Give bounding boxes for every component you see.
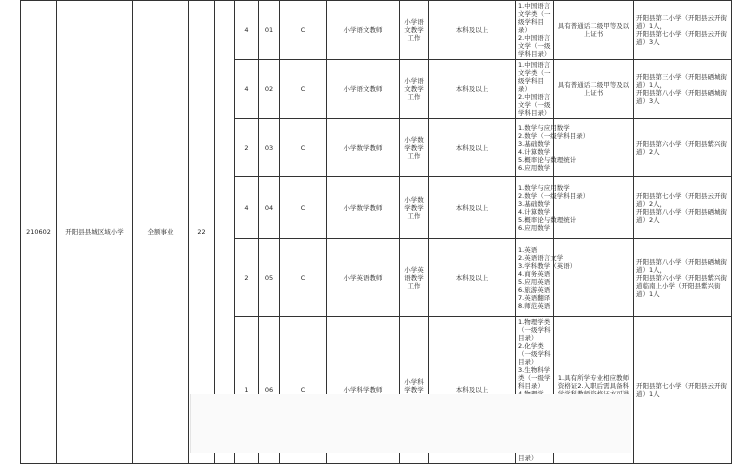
position-code-cell: 04 <box>259 177 280 239</box>
major-item: 6.应用数学 <box>518 223 551 232</box>
position-name-cell: 小学英语教师 <box>327 239 400 317</box>
major-item: 1.中国语言文学类（一级学科目录） <box>518 61 551 93</box>
position-code-cell: 05 <box>259 239 280 317</box>
education-cell: 本科及以上 <box>429 177 516 239</box>
category-cell: C <box>280 239 327 317</box>
majors-cell <box>516 1 554 60</box>
major-item: 1.中国语言文学类（一级学科目录） <box>518 2 551 34</box>
position-name-cell: 小学语文教师 <box>327 1 400 60</box>
count-cell: 1 <box>235 317 259 464</box>
duty-cell: 小学数学教学工作 <box>400 177 429 239</box>
education-cell: 本科及以上 <box>429 119 516 177</box>
major-item: 2.中国语言文学（一级学科目录） <box>518 34 551 58</box>
position-code-cell: 06 <box>259 317 280 464</box>
placement-item: 开阳县第七小学（开阳县云开街道）1人 <box>636 382 727 398</box>
education-cell: 本科及以上 <box>429 239 516 317</box>
major-item: 5.概率论与数理统计 <box>518 215 577 224</box>
count-cell: 4 <box>235 1 259 60</box>
placement-cell <box>634 119 732 177</box>
placement-item: 开阳县第七小学（开阳县云开街道）2人， <box>636 191 727 208</box>
other-requirements-cell: 1.具有所学专业相应教师资格证2.入职后需具备科 <box>554 317 634 464</box>
major-item: 3.基础数学 <box>518 139 551 148</box>
placement-cell <box>634 239 732 317</box>
major-item: 4.计算数学 <box>518 207 551 216</box>
placement-item: 开阳县第八小学（开阳县硒城街道）3人 <box>636 89 727 105</box>
count-cell: 4 <box>235 177 259 239</box>
placement-item: 开阳县第二小学（开阳县云开街道）1人， <box>636 14 727 30</box>
position-name-cell: 小学数学教师 <box>327 119 400 177</box>
category-cell: C <box>280 177 327 239</box>
major-item: 3.基础数学 <box>518 199 551 208</box>
position-name-cell: 小学科学教师 <box>327 317 400 464</box>
major-item: 1.数学与应用数学 <box>518 183 570 192</box>
count-cell: 2 <box>235 239 259 317</box>
majors-cell <box>516 60 554 119</box>
major-item: 2.数学（一级学科目录） <box>518 191 590 200</box>
major-item: 6.应用数学 <box>518 163 551 172</box>
major-item: 2.数学（一级学科目录） <box>518 131 590 140</box>
duty-cell: 小学科学教学 <box>400 317 429 464</box>
category-cell: C <box>280 119 327 177</box>
table-row <box>21 1 732 60</box>
placement-item: 开阳县第八小学（开阳县硒城街道）2人 <box>636 207 727 224</box>
major-item: 2.化学类（一级学科目录） <box>518 342 551 366</box>
page-bottom-area <box>190 394 631 453</box>
count-cell: 2 <box>235 119 259 177</box>
unit-name-cell: 开阳县县城区域小学 <box>57 1 133 464</box>
major-item: 4.计算数学 <box>518 147 551 156</box>
placement-cell <box>634 60 732 119</box>
other-requirements-cell <box>554 239 634 317</box>
major-item: 4.商务英语 <box>518 269 551 278</box>
placement-item: 开阳县第八小学（开阳县硒城街道）1人， <box>636 257 727 274</box>
count-cell: 4 <box>235 60 259 119</box>
placement-item: 开阳县第七小学（开阳县云开街道）3人 <box>636 30 727 46</box>
majors-cell <box>516 119 590 177</box>
placement-cell <box>634 1 732 60</box>
major-item: 1.英语 <box>518 245 538 254</box>
other-requirements-cell: 具有普通话二级甲等及以上证书 <box>554 1 634 60</box>
position-name-cell: 小学数学教师 <box>327 177 400 239</box>
duty-cell: 小学语文教学工作 <box>400 1 429 60</box>
other-requirements-cell: 具有普通话二级甲等及以上证书 <box>554 60 634 119</box>
major-item: 2.中国语言文学（一级学科目录） <box>518 93 551 117</box>
position-name-cell: 小学语文教师 <box>327 60 400 119</box>
education-cell: 本科及以上 <box>429 317 516 464</box>
placement-item: 开阳县第六小学（开阳县紫兴街道）2人 <box>636 139 727 156</box>
major-item: 7.英语翻译 <box>518 293 551 302</box>
page-bottom-edge <box>190 394 632 453</box>
placement-item: 开阳县第三小学（开阳县硒城街道）1人， <box>636 73 727 89</box>
posting-code-cell: 210602 <box>21 1 57 464</box>
majors-cell <box>516 239 577 317</box>
placement-cell <box>634 177 732 239</box>
major-item: 5.概率论与数理统计 <box>518 155 577 164</box>
total-count-cell: 22 <box>189 1 215 464</box>
major-item: 目录） <box>518 454 538 462</box>
major-item: 6.旅游英语 <box>518 285 551 294</box>
category-cell: C <box>280 60 327 119</box>
majors-cell <box>516 177 590 239</box>
major-item: 2.英语语言文学 <box>518 253 564 262</box>
unit-nature-cell: 全额事业 <box>133 1 189 464</box>
major-item: 3.生物科学类（一级学科目录） <box>518 366 551 390</box>
major-item: 8.师范英语 <box>518 301 551 310</box>
duty-cell: 小学数学教学工作 <box>400 119 429 177</box>
category-cell: C <box>280 317 327 464</box>
major-item: 3.学科教学（英语） <box>518 261 577 270</box>
major-item: 5.应用英语 <box>518 277 551 286</box>
placement-item: 开阳县第六小学（开阳县紫兴街道临南上小学（开阳县紫兴街道）1人 <box>636 273 727 298</box>
duty-cell: 小学英语教学工作 <box>400 239 429 317</box>
placement-cell <box>634 317 732 464</box>
education-cell: 本科及以上 <box>429 1 516 60</box>
major-item: 1.物理学类（一级学科目录） <box>518 318 551 342</box>
category-cell: C <box>280 1 327 60</box>
education-cell: 本科及以上 <box>429 60 516 119</box>
major-item: 1.数学与应用数学 <box>518 123 570 132</box>
position-code-cell: 03 <box>259 119 280 177</box>
position-code-cell: 02 <box>259 60 280 119</box>
duty-cell: 小学语文教学工作 <box>400 60 429 119</box>
position-code-cell: 01 <box>259 1 280 60</box>
